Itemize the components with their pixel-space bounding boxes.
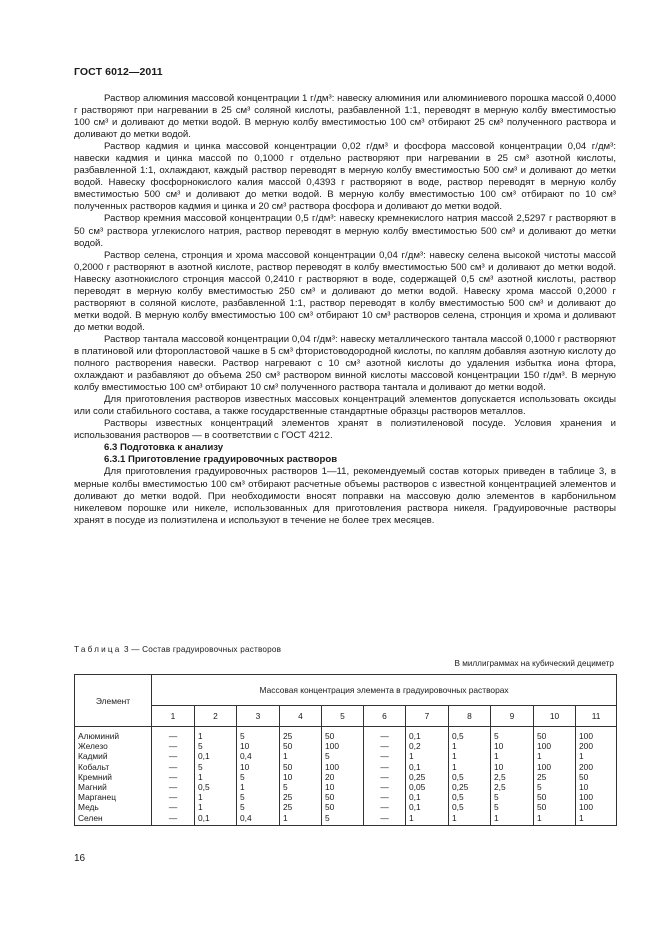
concentration-cell: 50 <box>322 727 364 742</box>
concentration-cell: 1 <box>237 782 280 792</box>
element-name-cell: Кадмий <box>75 751 152 761</box>
concentration-cell: 1 <box>195 772 237 782</box>
concentration-cell: 0,5 <box>195 782 237 792</box>
concentration-cell: 1 <box>406 813 449 826</box>
concentration-cell: 5 <box>491 727 534 742</box>
concentration-cell: — <box>364 782 406 792</box>
concentration-cell: 0,4 <box>237 751 280 761</box>
concentration-cell: — <box>152 762 195 772</box>
concentration-cell: 10 <box>491 762 534 772</box>
concentration-cell: 10 <box>237 762 280 772</box>
concentration-cell: 100 <box>534 741 576 751</box>
concentration-cell: 5 <box>237 802 280 812</box>
concentration-cell: 5 <box>491 792 534 802</box>
solution-column-header: 1 <box>152 706 195 727</box>
concentration-cell: — <box>152 727 195 742</box>
table-row <box>75 727 617 742</box>
concentration-cell: 1 <box>280 813 322 826</box>
paragraph-aluminium: Раствор алюминия массовой концентрации 1 г/дм³: навеску алюминия или алюминиевого порошка массой 0,4000 г растворяют при нагревании в 25 см³ соляной кислоты, разбавленной 1:1, переводят в мерную колбу вместимостью 100 см³ и доливают до метки водой. В мерную колбу вместимостью 100 см³ отбирают 25 см³ полученного раствора и доливают до метки водой. <box>74 93 616 141</box>
paragraph-cadmium-zinc-phosphorus: Раствор кадмия и цинка массовой концентрации 0,02 г/дм³ и фосфора массовой концентрации 0,04 г/дм³: навески кадмия и цинка массой по 0,1000 г отдельно растворяют при нагревании в 25 см³ азотной кислоты, разбавленной 1:1, охлаждают, каждый раствор переводят в мерную колбу вместимостью 500 см³ и доливают до метки водой. Навеску фосфорнокислого калия массой 0,4393 г растворяют в воде, раствор переводят в мерную колбу вместимостью 500 см³ и доливают до метки водой. В мерную колбу вместимостью 100 см³ отбирают по 10 см³ полученных растворов кадмия и цинка и 20 см³ раствора фосфора и доливают до метки водой. <box>74 141 616 213</box>
concentration-cell: 0,25 <box>449 782 491 792</box>
element-name-cell: Кремний <box>75 772 152 782</box>
concentration-group-header: Массовая концентрация элемента в градуировочных растворах <box>152 675 617 706</box>
element-name-cell: Медь <box>75 802 152 812</box>
concentration-cell: 2,5 <box>491 782 534 792</box>
concentration-cell: 0,1 <box>195 813 237 826</box>
table-units: В миллиграммах на кубический дециметр <box>454 659 614 668</box>
document-header: ГОСТ 6012—2011 <box>74 66 163 78</box>
solution-column-header: 2 <box>195 706 237 727</box>
concentration-cell: 10 <box>576 782 617 792</box>
concentration-cell: — <box>364 792 406 802</box>
table-row <box>75 772 617 782</box>
table-caption-title: 3 — Состав градуировочных растворов <box>124 645 282 654</box>
concentration-cell: — <box>364 727 406 742</box>
concentration-cell: 50 <box>280 762 322 772</box>
concentration-cell: 0,2 <box>406 741 449 751</box>
concentration-cell: 10 <box>280 772 322 782</box>
element-name-cell: Селен <box>75 813 152 826</box>
paragraph-selenium-strontium-chromium: Раствор селена, стронция и хрома массовой концентрации 0,04 г/дм³: навеску селена высокой чистоты массой 0,2000 г растворяют в азотной кислоте, раствор переводят в колбу вместимостью 500 см³ и доливают до метки водой. Навеску азотнокислого стронция массой 0,2410 г растворяют в воде, содержащей 0,5 см³ азотной кислоты, раствор переводят в мерную колбу вместимостью 250 см³ и доливают до метки водой. Навеску хрома массой 0,2000 г растворяют в соляной кислоте, разбавленной 1:1, раствор переводят в колбу вместимостью 500 см³ и доливают до метки водой. В мерную колбу вместимостью 100 см³ отбирают 10 см³ растворов селена, стронция и хрома и доливают до метки водой. <box>74 249 616 333</box>
concentration-cell: 100 <box>576 727 617 742</box>
concentration-cell: 50 <box>576 772 617 782</box>
calibration-table <box>74 674 617 826</box>
concentration-cell: — <box>152 792 195 802</box>
concentration-cell: — <box>364 813 406 826</box>
concentration-cell: 1 <box>576 813 617 826</box>
element-column-header: Элемент <box>75 675 152 727</box>
section-heading: 6.3 Подготовка к анализу <box>104 442 224 454</box>
concentration-cell: 10 <box>322 782 364 792</box>
concentration-cell: 50 <box>534 727 576 742</box>
element-name-cell: Алюминий <box>75 727 152 742</box>
concentration-cell: 0,1 <box>406 727 449 742</box>
concentration-cell: 25 <box>280 802 322 812</box>
concentration-cell: 1 <box>491 751 534 761</box>
concentration-cell: 50 <box>322 792 364 802</box>
concentration-cell: 100 <box>322 741 364 751</box>
concentration-cell: — <box>152 772 195 782</box>
concentration-cell: — <box>152 813 195 826</box>
concentration-cell: 1 <box>195 727 237 742</box>
concentration-cell: 200 <box>576 762 617 772</box>
page-number: 16 <box>74 853 86 864</box>
concentration-cell: — <box>152 751 195 761</box>
concentration-cell: 1 <box>534 813 576 826</box>
concentration-cell: 0,1 <box>406 792 449 802</box>
paragraph-storage: Растворы известных концентраций элементов хранят в полиэтиленовой посуде. Условия хранения и использования растворов — в соответствии с ГОСТ 4212. <box>74 418 616 442</box>
concentration-cell: 5 <box>195 762 237 772</box>
concentration-cell: — <box>364 751 406 761</box>
table-caption-word: Таблица <box>74 645 122 654</box>
table-row <box>75 802 617 812</box>
element-name-cell: Кобальт <box>75 762 152 772</box>
concentration-cell: 25 <box>280 727 322 742</box>
concentration-cell: 100 <box>576 792 617 802</box>
concentration-cell: 1 <box>534 751 576 761</box>
table-row <box>75 782 617 792</box>
solution-column-header: 4 <box>280 706 322 727</box>
paragraph-tantalum: Раствор тантала массовой концентрации 0,04 г/дм³: навеску металлического тантала массой 0,1000 г растворяют в платиновой или фторопластовой чашке в 5 см³ фтористоводородной кислоты, по каплям добавляя азотную кислоту до полного растворения навески. Раствор нагревают с 10 см³ азотной кислоты до удаления избытка иона фтора, охлаждают и разбавляют до объема 250 см³ раствором винной кислоты массовой концентрации 150 г/дм³. В мерную колбу вместимостью 100 см³ отбирают 10 см³ полученного раствора тантала и доливают до метки водой. <box>74 333 616 394</box>
concentration-cell: 5 <box>237 772 280 782</box>
concentration-cell: 0,1 <box>406 802 449 812</box>
concentration-cell: — <box>152 802 195 812</box>
concentration-cell: 1 <box>449 741 491 751</box>
concentration-cell: 25 <box>280 792 322 802</box>
concentration-cell: 2,5 <box>491 772 534 782</box>
concentration-cell: — <box>364 741 406 751</box>
concentration-cell: 5 <box>534 782 576 792</box>
concentration-cell: 1 <box>406 751 449 761</box>
concentration-cell: — <box>152 741 195 751</box>
solution-column-header: 6 <box>364 706 406 727</box>
table-row <box>75 813 617 826</box>
paragraph-silicon: Раствор кремния массовой концентрации 0,5 г/дм³: навеску кремнекислого натрия массой 2,5297 г растворяют в 50 см³ раствора углекислого натрия, раствор переводят в мерную колбу вместимостью 500 см³ и доливают до метки водой. <box>74 213 616 249</box>
solution-column-header: 9 <box>491 706 534 727</box>
concentration-cell: 5 <box>491 802 534 812</box>
concentration-cell: 100 <box>576 802 617 812</box>
concentration-cell: — <box>152 782 195 792</box>
concentration-cell: 50 <box>534 792 576 802</box>
concentration-cell: 5 <box>237 792 280 802</box>
concentration-cell: 0,1 <box>195 751 237 761</box>
concentration-cell: 100 <box>322 762 364 772</box>
concentration-cell: 1 <box>195 802 237 812</box>
solution-column-header: 7 <box>406 706 449 727</box>
paragraph-calibration-solutions: Для приготовления градуировочных растворов 1—11, рекомендуемый состав которых приведен в таблице 3, в мерные колбы вместимостью 100 см³ отбирают расчетные объемы растворов с известной концентрацией элементов и доливают до метки водой. При необходимости вносят поправки на массовую долю элементов в карбонильном никелевом порошке или никеле, использованных для приготовления раствора никеля. Градуировочные растворы хранят в посуде из полиэтилена и используют в течение не более трех месяцев. <box>74 466 616 526</box>
concentration-cell: 0,5 <box>449 727 491 742</box>
element-name-cell: Марганец <box>75 792 152 802</box>
paragraph-oxides-salts: Для приготовления растворов известных массовых концентраций элементов допускается использовать оксиды или соли стабильного состава, а также государственные стандартные образцы растворов металлов. <box>74 394 616 418</box>
concentration-cell: — <box>364 802 406 812</box>
solution-column-header: 11 <box>576 706 617 727</box>
concentration-cell: 25 <box>534 772 576 782</box>
concentration-cell: 5 <box>322 751 364 761</box>
table-caption <box>74 645 281 654</box>
solution-column-header: 5 <box>322 706 364 727</box>
concentration-cell: 50 <box>534 802 576 812</box>
concentration-cell: 0,5 <box>449 792 491 802</box>
element-name-cell: Железо <box>75 741 152 751</box>
document-body <box>74 93 616 527</box>
solution-column-header: 3 <box>237 706 280 727</box>
concentration-cell: 1 <box>491 813 534 826</box>
concentration-cell: 1 <box>195 792 237 802</box>
concentration-cell: 0,4 <box>237 813 280 826</box>
concentration-cell: 20 <box>322 772 364 782</box>
concentration-cell: 1 <box>280 751 322 761</box>
concentration-cell: 5 <box>195 741 237 751</box>
concentration-cell: 0,05 <box>406 782 449 792</box>
table-row <box>75 762 617 772</box>
concentration-cell: 5 <box>237 727 280 742</box>
concentration-cell: 0,1 <box>406 762 449 772</box>
table-row <box>75 741 617 751</box>
subsection-heading: 6.3.1 Приготовление градуировочных растворов <box>104 454 338 466</box>
concentration-cell: 0,25 <box>406 772 449 782</box>
concentration-cell: 100 <box>534 762 576 772</box>
concentration-cell: 1 <box>576 751 617 761</box>
table-row <box>75 792 617 802</box>
concentration-cell: 0,5 <box>449 802 491 812</box>
concentration-cell: 10 <box>237 741 280 751</box>
concentration-cell: 5 <box>322 813 364 826</box>
solution-column-header: 8 <box>449 706 491 727</box>
concentration-cell: 10 <box>491 741 534 751</box>
element-name-cell: Магний <box>75 782 152 792</box>
concentration-cell: 1 <box>449 751 491 761</box>
concentration-cell: 1 <box>449 762 491 772</box>
concentration-cell: 5 <box>280 782 322 792</box>
concentration-cell: — <box>364 772 406 782</box>
table-row <box>75 751 617 761</box>
concentration-cell: — <box>364 762 406 772</box>
concentration-cell: 1 <box>449 813 491 826</box>
concentration-cell: 50 <box>280 741 322 751</box>
concentration-cell: 200 <box>576 741 617 751</box>
concentration-cell: 50 <box>322 802 364 812</box>
solution-column-header: 10 <box>534 706 576 727</box>
concentration-cell: 0,5 <box>449 772 491 782</box>
